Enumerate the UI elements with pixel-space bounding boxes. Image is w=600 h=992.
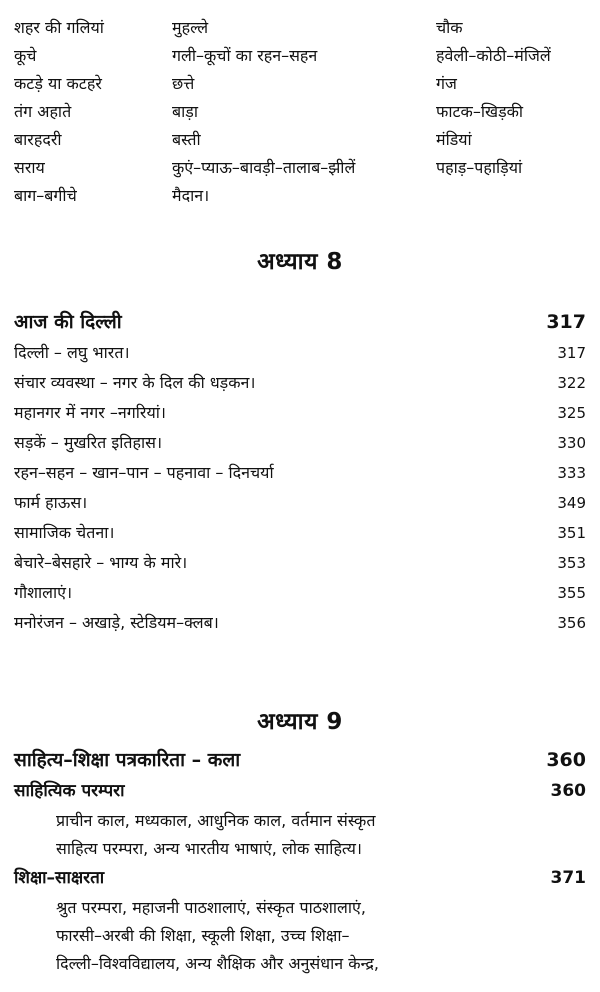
topic-item: बारहदरी bbox=[14, 130, 62, 149]
chapter-9-heading: अध्याय 9 bbox=[257, 709, 343, 735]
entry-page-number: 371 bbox=[550, 868, 586, 888]
description-line: श्रुत परम्परा, महाजनी पाठशालाएं, संस्कृत पाठशालाएं, bbox=[56, 898, 366, 917]
sub-section-heading bbox=[14, 863, 586, 894]
topic-item: पहाड़–पहाड़ियां bbox=[436, 158, 523, 177]
toc-entry bbox=[14, 398, 586, 428]
entry-page-number: 353 bbox=[557, 554, 586, 572]
chapter-8-heading: अध्याय 8 bbox=[257, 249, 343, 275]
toc-entry bbox=[14, 578, 586, 608]
entry-title: साहित्य–शिक्षा पत्रकारिता – कला bbox=[14, 749, 241, 771]
entry-page-number: 356 bbox=[557, 614, 586, 632]
topic-item: सराय bbox=[14, 158, 45, 177]
topic-item: कटड़े या कटहरे bbox=[14, 74, 102, 93]
chapter-8-contents bbox=[14, 306, 586, 638]
entry-title: महानगर में नगर –नगरियां। bbox=[14, 403, 166, 422]
chapter-9-contents bbox=[14, 744, 586, 978]
description-line: साहित्य परम्परा, अन्य भारतीय भाषाएं, लोक साहित्य। bbox=[56, 839, 362, 858]
description-line: प्राचीन काल, मध्यकाल, आधुनिक काल, वर्तमान संस्कृत bbox=[56, 811, 376, 830]
chapter-8-main-entry bbox=[14, 306, 586, 338]
description-line: दिल्ली–विश्वविद्यालय, अन्य शैक्षिक और अनुसंधान केन्द्र, bbox=[56, 954, 380, 973]
topic-item: बस्ती bbox=[172, 130, 201, 149]
chapter-9-main-entry bbox=[14, 744, 586, 776]
entry-page-number: 330 bbox=[557, 434, 586, 452]
topics-grid bbox=[14, 14, 586, 210]
entry-title: रहन–सहन – खान–पान – पहनावा – दिनचर्या bbox=[14, 463, 274, 482]
topic-item: हवेली–कोठी–मंजिलें bbox=[436, 46, 551, 65]
entry-page-number: 317 bbox=[546, 311, 586, 333]
topic-item: कूचे bbox=[14, 46, 37, 65]
toc-entry bbox=[14, 368, 586, 398]
sub-section-description bbox=[14, 807, 586, 863]
toc-entry bbox=[14, 338, 586, 368]
entry-page-number: 349 bbox=[557, 494, 586, 512]
toc-entry bbox=[14, 608, 586, 638]
entry-title: फार्म हाऊस। bbox=[14, 493, 88, 512]
topic-item: मुहल्ले bbox=[172, 18, 209, 37]
toc-entry bbox=[14, 488, 586, 518]
topic-item bbox=[436, 182, 586, 210]
entry-page-number: 317 bbox=[557, 344, 586, 362]
topic-item: गली–कूचों का रहन–सहन bbox=[172, 46, 318, 65]
entry-title: मनोरंजन – अखाड़े, स्टेडियम–क्लब। bbox=[14, 613, 219, 632]
entry-title: दिल्ली – लघु भारत। bbox=[14, 343, 130, 362]
topic-item: बाड़ा bbox=[172, 102, 198, 121]
topic-item: छत्ते bbox=[172, 74, 195, 93]
entry-page-number: 322 bbox=[557, 374, 586, 392]
entry-page-number: 333 bbox=[557, 464, 586, 482]
sub-section-description bbox=[14, 894, 586, 978]
entry-page-number: 360 bbox=[550, 781, 586, 801]
toc-entry bbox=[14, 548, 586, 578]
entry-page-number: 360 bbox=[546, 749, 586, 771]
description-line: फारसी–अरबी की शिक्षा, स्कूली शिक्षा, उच्च शिक्षा– bbox=[56, 926, 350, 945]
topic-item: फाटक–खिड़की bbox=[436, 102, 524, 121]
entry-title: साहित्यिक परम्परा bbox=[14, 781, 125, 801]
entry-title: शिक्षा–साक्षरता bbox=[14, 868, 105, 888]
toc-entry bbox=[14, 458, 586, 488]
topic-item: मंडियां bbox=[436, 130, 472, 149]
topic-item: कुएं–प्याऊ–बावड़ी–तालाब–झीलें bbox=[172, 158, 356, 177]
topic-item: तंग अहाते bbox=[14, 102, 72, 121]
entry-title: संचार व्यवस्था – नगर के दिल की धड़कन। bbox=[14, 373, 256, 392]
entry-title: बेचारे–बेसहारे – भाग्य के मारे। bbox=[14, 553, 188, 572]
toc-entry bbox=[14, 518, 586, 548]
entry-title: आज की दिल्ली bbox=[14, 311, 122, 333]
entry-title: सड़कें – मुखरित इतिहास। bbox=[14, 433, 163, 452]
entry-page-number: 351 bbox=[557, 524, 586, 542]
entry-title: गौशालाएं। bbox=[14, 583, 73, 602]
entry-title: सामाजिक चेतना। bbox=[14, 523, 115, 542]
entry-page-number: 355 bbox=[557, 584, 586, 602]
topic-item: चौक bbox=[436, 18, 463, 37]
toc-entry bbox=[14, 428, 586, 458]
topic-item: बाग–बगीचे bbox=[14, 186, 77, 205]
topic-item: गंज bbox=[436, 74, 457, 93]
topic-item: मैदान। bbox=[172, 186, 210, 205]
entry-page-number: 325 bbox=[557, 404, 586, 422]
sub-section-heading bbox=[14, 776, 586, 807]
topic-item: शहर की गलियां bbox=[14, 18, 104, 37]
